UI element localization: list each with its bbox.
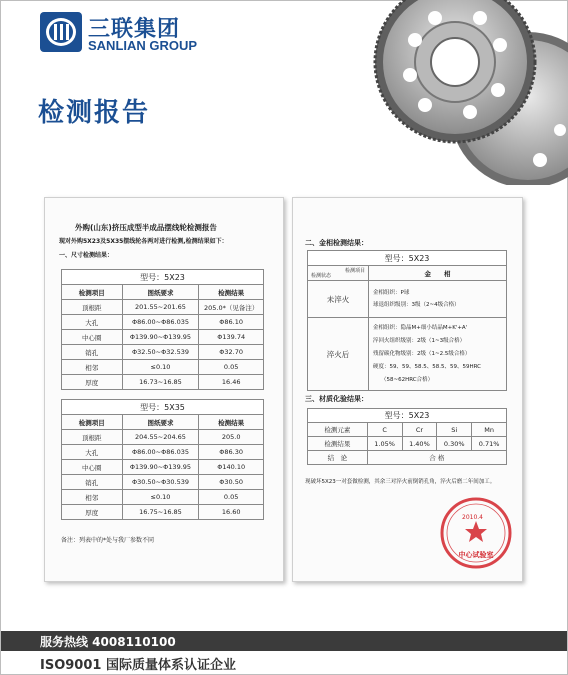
seal-date: 2010.4 (462, 514, 483, 521)
cell: Φ86.00~Φ86.035 (122, 315, 199, 330)
table-row (62, 475, 264, 490)
table-row (62, 445, 264, 460)
cell: 厚度 (62, 505, 123, 520)
cell: 205.0 (199, 430, 264, 445)
table-model: 型号：5X23 (308, 251, 507, 266)
seal-text: 中心试验室 (458, 551, 494, 559)
cell: Φ32.50~Φ32.539 (122, 345, 199, 360)
table-row (62, 505, 264, 520)
table-row (308, 437, 507, 451)
iso-certification: ISO9001 国际质量体系认证企业 (40, 658, 236, 673)
metallo-table (307, 250, 507, 391)
gear-photo (370, 0, 568, 185)
metallo-line: 残留碳化物级别：2级（1~2.5级合格） (373, 350, 471, 357)
table-row (62, 315, 264, 330)
cell: 顶根距 (62, 430, 123, 445)
cell: 0.05 (199, 360, 264, 375)
cell: Φ86.10 (199, 315, 264, 330)
cell: 201.55~201.65 (122, 300, 199, 315)
state-label: 淬火后 (308, 318, 369, 391)
table-header: 检测结果 (199, 415, 264, 430)
dimension-table-5x23 (61, 269, 264, 390)
cell: 16.75~16.85 (122, 505, 199, 520)
table-note: 备注：列表中的*处与我厂参数不同 (61, 537, 155, 544)
table-header: 检测项目 (62, 285, 123, 300)
cell: Φ139.74 (199, 330, 264, 345)
cell: Φ32.70 (199, 345, 264, 360)
report-remark: 现破坏5X23一对套做检测，其余三对淬火前倒销孔角，淬火后磨二年间加工。 (305, 479, 496, 485)
cell: 检测结果 (308, 437, 368, 451)
table-row (62, 300, 264, 315)
section-metallo-title: 二、金相检测结果： (305, 239, 368, 247)
table-row (62, 490, 264, 505)
metallo-line: 金相组织：P球 (373, 290, 410, 296)
cell: 0.71% (472, 437, 507, 451)
service-hotline: 服务热线 4008110100 (40, 635, 176, 649)
inspection-seal-stamp (438, 495, 514, 571)
table-header: Cr (402, 423, 437, 437)
logo-mark-icon (40, 12, 82, 52)
diag-top-label: 检测项目 (344, 268, 365, 274)
cell: 16.73~16.85 (122, 375, 199, 390)
section-dimension-title: 一、尺寸检测结果： (59, 252, 114, 259)
brand-name-cn: 三联集团 (88, 17, 181, 42)
cell: 16.60 (199, 505, 264, 520)
report-intro: 现对外购5X23及5X35摆线轮各两对进行检测,检测结果如下： (59, 238, 228, 245)
cell: 204.55~204.65 (122, 430, 199, 445)
cell: 销孔 (62, 475, 123, 490)
cell: Φ86.00~Φ86.035 (122, 445, 199, 460)
cell: 1.05% (367, 437, 402, 451)
cell: 中心圈 (62, 460, 123, 475)
metallo-line: （58~62HRC合格） (381, 376, 434, 383)
table-row (62, 330, 264, 345)
table-model: 型号：5X35 (62, 400, 264, 415)
cell: ≤0.10 (122, 360, 199, 375)
metallo-line: 硬度：59、59、58.5、58.5、59、59HRC (373, 363, 482, 370)
table-header: 检测结果 (199, 285, 264, 300)
cell: 大孔 (62, 445, 123, 460)
cell: Φ139.90~Φ139.95 (122, 330, 199, 345)
conclusion-label: 结 论 (308, 451, 368, 465)
table-header: 图纸要求 (122, 285, 199, 300)
metallo-line: 淬回火组织级别：2级（1~3级合格） (373, 337, 466, 344)
cell: 中心圈 (62, 330, 123, 345)
table-row (62, 375, 264, 390)
cell: 相邻 (62, 360, 123, 375)
conclusion-value: 合 格 (367, 451, 506, 465)
chem-table (307, 408, 507, 465)
table-row (62, 345, 264, 360)
table-row (308, 451, 507, 465)
cell: Φ30.50 (199, 475, 264, 490)
table-header: Mn (472, 423, 507, 437)
metallo-line: 球退组织级别：3级（2~4级合格） (373, 302, 460, 308)
page-title: 检测报告 (38, 98, 151, 128)
cell: 顶根距 (62, 300, 123, 315)
table-header: C (367, 423, 402, 437)
table-row (62, 460, 264, 475)
brand-name-en: SANLIAN GROUP (88, 38, 198, 53)
cell: 0.05 (199, 490, 264, 505)
table-header: 检测项目 (62, 415, 123, 430)
cell: 16.46 (199, 375, 264, 390)
table-header: 检测元素 (308, 423, 368, 437)
table-row (62, 430, 264, 445)
cell: Φ86.30 (199, 445, 264, 460)
cell: Φ30.50~Φ30.539 (122, 475, 199, 490)
section-chem-title: 三、材质化验结果： (305, 395, 368, 403)
table-row (62, 360, 264, 375)
cell: Φ140.10 (199, 460, 264, 475)
table-header: 金 相 (369, 266, 507, 281)
cell: 销孔 (62, 345, 123, 360)
cell: 1.40% (402, 437, 437, 451)
cell: 厚度 (62, 375, 123, 390)
state-label: 未淬火 (308, 281, 369, 318)
dimension-table-5x35 (61, 399, 264, 520)
cell: 205.0*（见备注） (199, 300, 264, 315)
diag-bottom-label: 检测状态 (311, 273, 332, 279)
metallo-line: 金相组织：隐晶M+细小结晶M+K'+A' (373, 324, 468, 331)
diag-header-cell (308, 266, 369, 281)
table-header: 图纸要求 (122, 415, 199, 430)
table-model: 型号：5X23 (62, 270, 264, 285)
table-header: Si (437, 423, 472, 437)
report-heading: 外购(山东)挤压成型半成品摆线轮检测报告 (75, 223, 217, 232)
cell: Φ139.90~Φ139.95 (122, 460, 199, 475)
table-model: 型号：5X23 (308, 409, 507, 423)
cell: ≤0.10 (122, 490, 199, 505)
cell: 0.30% (437, 437, 472, 451)
cell: 大孔 (62, 315, 123, 330)
cell: 相邻 (62, 490, 123, 505)
dimension-report-sheet (44, 197, 284, 582)
brand-logo (40, 12, 215, 56)
